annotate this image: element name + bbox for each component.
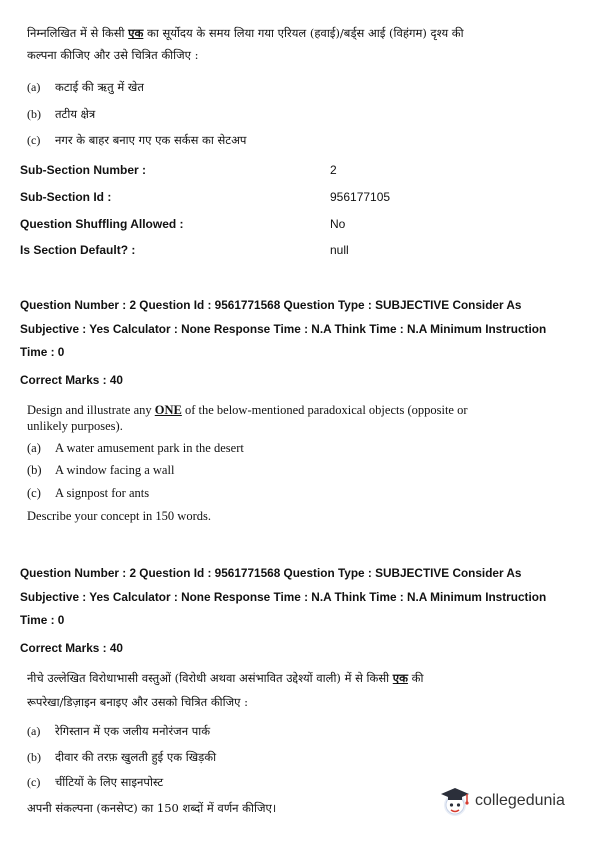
option-label: (b) <box>27 463 42 477</box>
option-text: कटाई की ऋतु में खेत <box>55 80 144 94</box>
question2-marks: Correct Marks : 40 <box>20 641 123 655</box>
option-label: (c) <box>27 486 41 500</box>
option-label: (c) <box>27 775 41 789</box>
meta-value-question-shuffling: No <box>330 217 346 231</box>
meta-label-subsection-number: Sub-Section Number : <box>20 163 147 177</box>
meta-value-section-default: null <box>330 243 349 257</box>
emphasis-word: ONE <box>154 403 182 417</box>
option-text: A signpost for ants <box>55 486 150 500</box>
question1-header-line1: Question Number : 2 Question Id : 9561771568 Question Type : SUBJECTIVE Consider As <box>20 298 522 312</box>
emphasis-word: एक <box>128 26 144 40</box>
question2-prompt-line2: रूपरेखा/डिज़ाइन बनाइए और उसको चित्रित कीजिए : <box>27 695 249 709</box>
collegedunia-brand-text: collegedunia <box>475 792 565 809</box>
question2-header-line2: Subjective : Yes Calculator : None Response Time : N.A Think Time : N.A Minimum Instruction <box>20 590 547 604</box>
meta-label-subsection-id: Sub-Section Id : <box>20 190 112 204</box>
option-text: A window facing a wall <box>55 463 175 477</box>
meta-label-section-default: Is Section Default? : <box>20 243 136 257</box>
question1-marks: Correct Marks : 40 <box>20 373 123 387</box>
collegedunia-logo <box>437 783 577 823</box>
question1-prompt-text: Design and illustrate any ONE of the below-mentioned paradoxical objects (opposite or <box>27 403 468 417</box>
meta-value-subsection-id: 956177105 <box>330 190 391 204</box>
question2-prompt-line1: नीचे उल्लेखित विरोधाभासी वस्तुओं (विरोधी अथवा असंभावित उद्देश्यों वाली) में से किसी एक की <box>27 671 424 685</box>
option-label: (a) <box>27 724 41 738</box>
emphasis-word: एक <box>392 671 408 685</box>
question2-closing: अपनी संकल्पना (कनसेप्ट) का 150 शब्दों में वर्णन कीजिए। <box>27 801 277 815</box>
question1-header-line2: Subjective : Yes Calculator : None Response Time : N.A Think Time : N.A Minimum Instruction <box>20 322 547 336</box>
meta-label-question-shuffling: Question Shuffling Allowed : <box>20 217 184 231</box>
option-label: (a) <box>27 80 41 94</box>
option-text: नगर के बाहर बनाए गए एक सर्कस का सेटअप <box>55 133 247 147</box>
section1-intro-line1: निम्नलिखित में से किसी एक का सूर्योदय के समय लिया गया एरियल (हवाई)/बर्ड्स आई (विहंगम) दृश्य की <box>27 26 464 40</box>
section1-intro-line2: कल्पना कीजिए और उसे चित्रित कीजिए : <box>27 48 199 62</box>
question2-header-line1: Question Number : 2 Question Id : 9561771568 Question Type : SUBJECTIVE Consider As <box>20 566 522 580</box>
option-text: तटीय क्षेत्र <box>55 107 96 121</box>
option-label: (b) <box>27 107 41 121</box>
question1-closing: Describe your concept in 150 words. <box>27 509 211 523</box>
question1-prompt-line1 <box>27 402 468 418</box>
option-text: A water amusement park in the desert <box>55 441 244 455</box>
option-label: (a) <box>27 441 41 455</box>
question1-prompt-line2: unlikely purposes). <box>27 419 123 433</box>
option-text: रेगिस्तान में एक जलीय मनोरंजन पार्क <box>55 724 211 738</box>
option-text: चींटियों के लिए साइनपोस्ट <box>55 775 164 789</box>
option-text: दीवार की तरफ़ खुलती हुई एक खिड़की <box>55 750 217 764</box>
option-label: (c) <box>27 133 41 147</box>
option-label: (b) <box>27 750 41 764</box>
meta-value-subsection-number: 2 <box>330 163 337 177</box>
graduation-cap-mascot-icon <box>437 783 473 819</box>
question2-header-line3: Time : 0 <box>20 613 65 627</box>
question1-header-line3: Time : 0 <box>20 345 65 359</box>
